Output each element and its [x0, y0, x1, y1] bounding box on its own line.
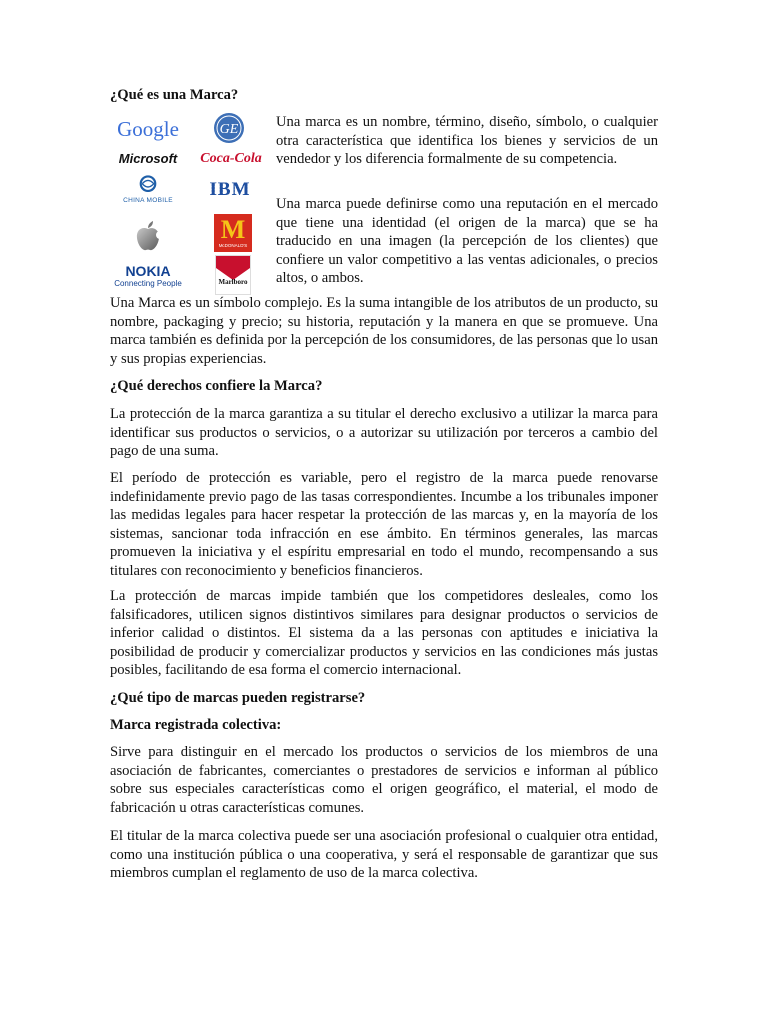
apple-logo: [132, 219, 164, 253]
paragraph-rights-2: El período de protección es variable, pero el registro de la marca puede renovarse indefinidamente previo pago de las tasas correspondientes. Incumbe a los tribunales imponer las medidas legales para hacer respetar la protección de las marcas y, en la mayoría de los sistemas, sancionar toda infracción en ese ámbito. En términos generales, las marcas promueven la iniciativa y el espíritu empresarial en todo el mundo, recompensando a sus titulares con reconocimiento y beneficios financieros.: [110, 470, 658, 579]
ge-logo: [213, 112, 245, 144]
ibm-logo: IBM: [209, 178, 251, 200]
brand-logos-grid: [110, 111, 265, 296]
paragraph-rights-1: La protección de la marca garantiza a su titular el derecho exclusivo a utilizar la marca para identificar sus productos o servicios, o a autorizar su utilización por terceros a cambio del pago de una suma.: [110, 406, 658, 460]
paragraph-rights-3: La protección de marcas impide también que los competidores desleales, como los falsificadores, utilicen signos distintivos similares para designar productos o servicios de inferior calidad o distintos. El sistema da a las personas con aptitudes e iniciativa la posibilidad de producir y comercializar productos y servicios en las condiciones más justas posibles, facilitando de esa forma el comercio internacional.: [110, 588, 658, 679]
svg-text:GE: GE: [219, 122, 239, 137]
mcdonalds-logo: M McDONALD'S: [213, 213, 253, 253]
paragraph-complex-symbol: Una Marca es un símbolo complejo. Es la suma intangible de los atributos de un producto, su nombre, packaging y precio; su historia, reputación y la manera en que se promueve. Una marca también es definida por la percepción de los consumidores, de las personas que lo usan y sus propias experiencias.: [110, 295, 658, 367]
nokia-logo: NOKIA Connecting People: [114, 262, 182, 288]
marlboro-logo: Marlboro: [215, 255, 251, 295]
google-logo: Google: [117, 116, 179, 141]
heading-rights: ¿Qué derechos confiere la Marca?: [110, 378, 323, 394]
china-mobile-logo: CHINA MOBILE: [110, 175, 186, 211]
intro-paragraph-1: Una marca es un nombre, término, diseño, símbolo, o cualquier otra característica que identifica los bienes y servicios de un vendedor y los diferencia formalmente de su competencia.: [276, 114, 658, 168]
paragraph-collective-1: Sirve para distinguir en el mercado los productos o servicios de los miembros de una asociación de fabricantes, comerciantes o prestadores de servicios e informan al público sobre sus especiales características como el origen geográfico, el material, el modo de fabricación u otras características comunes.: [110, 744, 658, 816]
intro-paragraph-2: Una marca puede definirse como una reputación en el mercado que tiene una identidad (el origen de la marca) que se ha traducido en una imagen (la percepción de los clientes) que confiere un valor competitivo a las ventas adicionales, o precios altos, o ambos.: [276, 196, 658, 287]
paragraph-collective-2: El titular de la marca colectiva puede ser una asociación profesional o cualquier otra entidad, como una institución pública o una cooperativa, y será el responsable de garantizar que sus miembros cumplan el reglamento de uso de la marca colectiva.: [110, 828, 658, 882]
heading-types: ¿Qué tipo de marcas pueden registrarse?: [110, 690, 366, 706]
microsoft-logo: Microsoft: [118, 150, 178, 166]
heading-what-is-brand: ¿Qué es una Marca?: [110, 87, 239, 103]
heading-collective: Marca registrada colectiva:: [110, 717, 282, 733]
coca-cola-logo: Coca-Cola: [200, 150, 262, 166]
